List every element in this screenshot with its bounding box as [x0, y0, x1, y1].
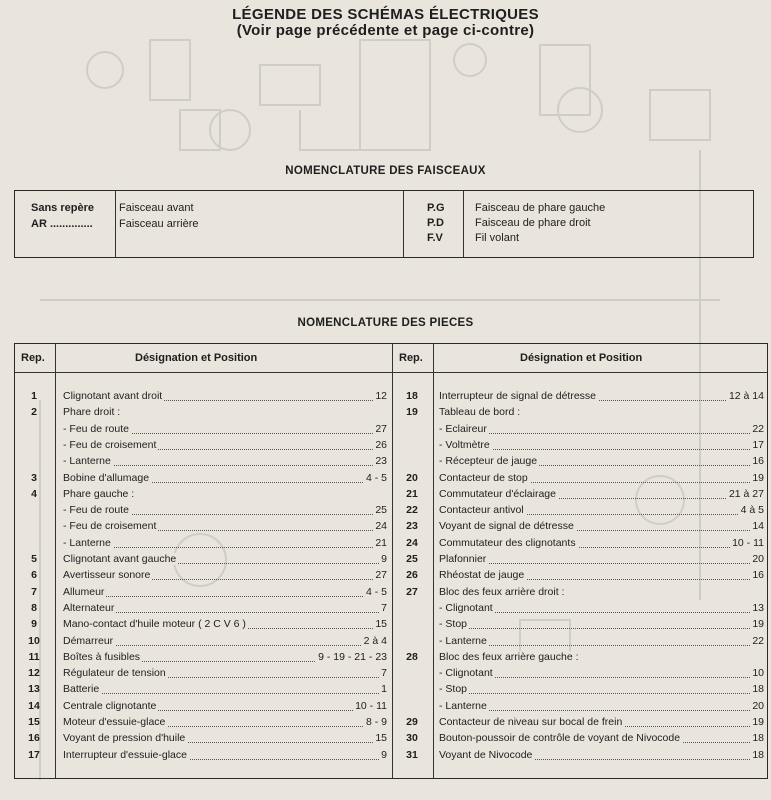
piece-rep: 13 — [28, 683, 40, 696]
piece-rep: 10 — [28, 634, 40, 647]
piece-position: 2 à 4 — [363, 634, 387, 647]
piece-position: 1 — [381, 683, 387, 696]
piece-designation — [439, 519, 764, 534]
faisceaux-code-column — [15, 191, 116, 257]
piece-designation — [439, 650, 764, 665]
piece-position: 9 - 19 - 21 - 23 — [318, 650, 387, 663]
piece-designation — [439, 422, 764, 437]
col-designation-header: Désignation et Position — [520, 352, 643, 364]
piece-rep: 20 — [406, 471, 418, 484]
faisceau-code: P.G — [427, 202, 445, 214]
piece-rep: 11 — [28, 650, 40, 663]
piece-label: Voyant de pression d'huile — [63, 732, 186, 745]
piece-label: Voyant de Nivocode — [439, 748, 533, 761]
piece-position: 8 - 9 — [365, 716, 387, 728]
piece-position: 16 — [752, 455, 764, 468]
piece-label: - Feu de route — [63, 504, 129, 517]
header-divider — [15, 372, 767, 373]
piece-rep: 24 — [406, 536, 418, 549]
piece-position: 25 — [375, 504, 387, 517]
piece-row — [15, 634, 767, 649]
piece-position: 20 — [752, 553, 764, 565]
piece-row — [15, 536, 767, 551]
piece-label: Allumeur — [63, 585, 105, 598]
piece-label: - Feu de croisement — [63, 438, 157, 451]
piece-position: 23 — [375, 455, 387, 468]
faisceau-label: Fil volant — [475, 232, 520, 244]
piece-position: 15 — [375, 732, 387, 745]
piece-position: 20 — [752, 699, 764, 712]
piece-position: 10 - 11 — [732, 536, 764, 549]
piece-label: - Lanterne — [63, 455, 111, 468]
piece-label: Contacteur antivol — [439, 504, 524, 517]
piece-position: 15 — [375, 618, 387, 631]
faisceaux-heading: NOMENCLATURE DES FAISCEAUX — [285, 165, 486, 177]
piece-position: 10 - 11 — [355, 699, 387, 712]
piece-label: - Feu de route — [63, 422, 129, 435]
piece-row — [15, 682, 767, 697]
piece-label: Contacteur de niveau sur bocal de frein — [439, 716, 623, 728]
piece-position: 21 à 27 — [728, 487, 764, 500]
piece-position: 12 à 14 — [728, 390, 764, 402]
piece-designation — [439, 536, 764, 551]
faisceau-code: Sans repère — [31, 202, 94, 214]
piece-rep: 16 — [28, 732, 40, 745]
piece-rep: 17 — [28, 748, 40, 761]
piece-position: 12 — [375, 390, 387, 402]
piece-designation — [439, 634, 764, 649]
piece-position: 7 — [381, 667, 387, 680]
piece-designation — [439, 389, 764, 404]
piece-label: - Lanterne — [439, 634, 487, 647]
piece-label: - Clignotant — [439, 667, 493, 680]
piece-rep: 6 — [31, 569, 37, 582]
piece-position: 22 — [752, 634, 764, 647]
piece-designation — [439, 438, 764, 453]
piece-position: 18 — [752, 732, 764, 745]
piece-position: 4 - 5 — [365, 471, 387, 484]
piece-rep: 25 — [406, 553, 418, 565]
page-subtitle: (Voir page précédente et page ci-contre) — [236, 22, 535, 39]
piece-position: 7 — [381, 601, 387, 614]
piece-position: 18 — [752, 748, 764, 761]
piece-position: 13 — [752, 601, 764, 614]
leader-dots — [439, 628, 764, 629]
piece-designation — [439, 552, 764, 567]
piece-rep: 28 — [406, 650, 418, 663]
piece-position: 19 — [752, 471, 764, 484]
faisceau-code: AR .............. — [31, 218, 93, 230]
piece-designation — [439, 715, 764, 730]
piece-row — [15, 585, 767, 600]
piece-designation — [439, 666, 764, 681]
piece-label: Bloc des feux arrière gauche : — [439, 650, 579, 663]
piece-designation — [439, 454, 764, 469]
piece-label: Commutateur d'éclairage — [439, 487, 556, 500]
piece-row — [15, 601, 767, 616]
piece-label: Interrupteur de signal de détresse — [439, 390, 597, 402]
piece-rep: 1 — [31, 390, 37, 402]
piece-position: 4 à 5 — [740, 504, 764, 517]
piece-label: Batterie — [63, 683, 100, 696]
piece-designation — [439, 471, 764, 486]
faisceau-code: F.V — [427, 232, 443, 244]
piece-rep: 23 — [406, 520, 418, 533]
faisceau-label: Faisceau de phare gauche — [475, 202, 606, 214]
piece-designation — [439, 405, 764, 420]
piece-position: 17 — [752, 438, 764, 451]
piece-label: Clignotant avant gauche — [63, 553, 177, 565]
piece-rep: 5 — [31, 553, 37, 565]
piece-label: - Lanterne — [439, 699, 487, 712]
piece-designation — [439, 748, 764, 763]
piece-label: Clignotant avant droit — [63, 390, 163, 402]
piece-position: 26 — [375, 438, 387, 451]
piece-position: 14 — [752, 520, 764, 533]
pieces-table — [14, 343, 768, 779]
piece-designation — [439, 617, 764, 632]
piece-position: 9 — [381, 553, 387, 565]
piece-label: Rhéostat de jauge — [439, 569, 525, 582]
piece-label: - Clignotant — [439, 601, 493, 614]
piece-label: Mano-contact d'huile moteur ( 2 C V 6 ) — [63, 618, 246, 631]
piece-label: - Feu de croisement — [63, 520, 157, 533]
col-rep-header: Rep. — [399, 352, 423, 364]
piece-rep: 7 — [31, 585, 37, 598]
piece-label: - Voltmètre — [439, 438, 490, 451]
piece-label: - Stop — [439, 618, 468, 631]
piece-rep: 8 — [31, 601, 37, 614]
piece-position: 21 — [375, 536, 387, 549]
piece-designation — [439, 682, 764, 697]
piece-rep: 12 — [28, 667, 40, 680]
faisceaux-code-column-2 — [403, 191, 464, 257]
piece-label: Phare gauche : — [63, 487, 135, 500]
piece-position: 18 — [752, 683, 764, 696]
pieces-heading: NOMENCLATURE DES PIECES — [297, 317, 474, 329]
piece-rep: 18 — [406, 390, 418, 402]
piece-designation — [439, 585, 764, 600]
piece-label: Démarreur — [63, 634, 114, 647]
piece-position: 4 - 5 — [365, 585, 387, 598]
piece-position: 16 — [752, 569, 764, 582]
faisceau-code: P.D — [427, 217, 444, 229]
piece-position: 27 — [375, 422, 387, 435]
piece-rep: 22 — [406, 504, 418, 517]
piece-rep: 4 — [31, 487, 37, 500]
piece-label: Contacteur de stop — [439, 471, 528, 484]
piece-rep: 3 — [31, 471, 37, 484]
piece-rep: 21 — [406, 487, 418, 500]
piece-designation — [439, 731, 764, 746]
piece-label: Bouton-poussoir de contrôle de voyant de Nivocode — [439, 732, 681, 745]
page-title: LÉGENDE DES SCHÉMAS ÉLECTRIQUES — [232, 6, 539, 23]
faisceau-label: Faisceau de phare droit — [475, 217, 591, 229]
piece-position: 9 — [381, 748, 387, 761]
piece-label: Commutateur des clignotants — [439, 536, 576, 549]
piece-label: Alternateur — [63, 601, 115, 614]
piece-label: Boîtes à fusibles — [63, 650, 141, 663]
faisceaux-table — [14, 190, 754, 258]
piece-rep: 27 — [406, 585, 418, 598]
piece-rep: 31 — [406, 748, 418, 761]
piece-label: Interrupteur d'essuie-glace — [63, 748, 187, 761]
piece-label: - Lanterne — [63, 536, 111, 549]
piece-label: Bloc des feux arrière droit : — [439, 585, 565, 598]
faisceau-label: Faisceau arrière — [119, 218, 199, 230]
piece-label: Plafonnier — [439, 553, 487, 565]
leader-dots — [439, 693, 764, 694]
piece-label: - Stop — [439, 683, 468, 696]
piece-position: 19 — [752, 618, 764, 631]
piece-label: Avertisseur sonore — [63, 569, 151, 582]
piece-position: 27 — [375, 569, 387, 582]
piece-label: Tableau de bord : — [439, 406, 521, 419]
piece-position: 10 — [752, 667, 764, 680]
piece-position: 19 — [752, 716, 764, 728]
faisceaux-label-column — [115, 191, 404, 257]
piece-row — [15, 405, 767, 420]
piece-rep: 30 — [406, 732, 418, 745]
piece-row — [15, 454, 767, 469]
piece-rep: 2 — [31, 406, 37, 419]
col-designation-header: Désignation et Position — [135, 352, 258, 364]
piece-label: Régulateur de tension — [63, 667, 166, 680]
piece-position: 22 — [752, 422, 764, 435]
piece-label: - Récepteur de jauge — [439, 455, 538, 468]
piece-rep: 15 — [28, 716, 40, 728]
piece-designation — [439, 601, 764, 616]
faisceau-label: Faisceau avant — [119, 202, 194, 214]
piece-rep: 26 — [406, 569, 418, 582]
piece-designation — [439, 568, 764, 583]
piece-label: Phare droit : — [63, 406, 121, 419]
piece-rep: 9 — [31, 618, 37, 631]
piece-rep: 14 — [28, 699, 40, 712]
piece-designation — [439, 699, 764, 714]
piece-rep: 19 — [406, 406, 418, 419]
piece-designation — [439, 503, 764, 518]
piece-rep: 29 — [406, 716, 418, 728]
col-rep-header: Rep. — [21, 352, 45, 364]
piece-designation — [439, 487, 764, 502]
piece-label: Voyant de signal de détresse — [439, 520, 574, 533]
piece-label: Bobine d'allumage — [63, 471, 150, 484]
piece-label: - Eclaireur — [439, 422, 487, 435]
piece-label: Centrale clignotante — [63, 699, 157, 712]
faisceaux-label-column-2 — [463, 191, 753, 257]
piece-label: Moteur d'essuie-glace — [63, 716, 166, 728]
piece-position: 24 — [375, 520, 387, 533]
